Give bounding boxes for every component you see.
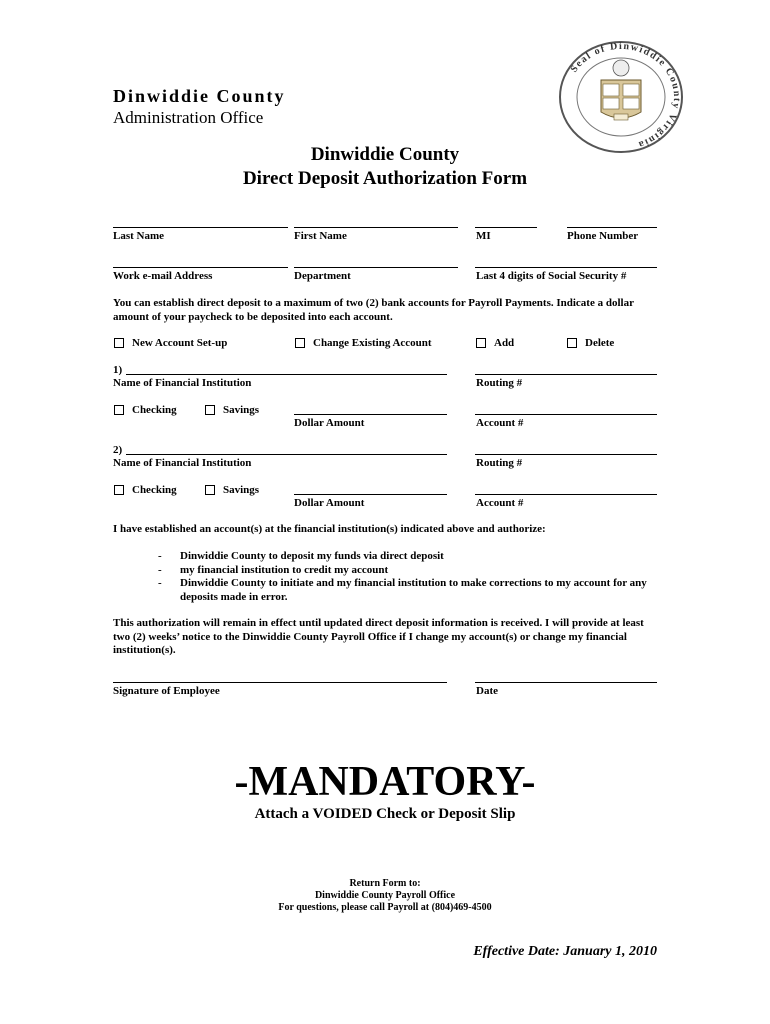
account2-dollar-line[interactable] [294,494,447,495]
last-name-line[interactable] [113,227,288,228]
list-item: - my financial institution to credit my account [158,563,389,576]
signature-label: Signature of Employee [113,685,220,697]
office-name: Administration Office [113,108,264,127]
account1-savings-checkbox[interactable] [205,404,259,416]
account1-checking-checkbox[interactable] [114,404,177,416]
account2-account-line[interactable] [475,494,657,495]
account2-checking-checkbox[interactable] [114,484,177,496]
authorization-intro: I have established an account(s) at the financial institution(s) indicated above and authorize: [113,523,546,535]
savings-label: Savings [223,404,260,416]
county-name: Dinwiddie County [113,86,286,106]
mi-line[interactable] [475,227,537,228]
signature-line[interactable] [113,682,447,683]
account2-institution-label: Name of Financial Institution [113,457,252,469]
intro-text: You can establish direct deposit to a maximum of two (2) bank accounts for Payroll Payments. Indicate a dollar amount of your paycheck to be deposited into each account. [113,297,634,323]
account1-routing-line[interactable] [475,374,657,375]
checkbox-box[interactable] [295,338,305,348]
checkbox-box[interactable] [114,485,124,495]
account2-dollar-label: Dollar Amount [294,497,365,509]
department-label: Department [294,270,351,282]
work-email-line[interactable] [113,267,288,268]
add-checkbox[interactable] [476,337,514,349]
checking-label: Checking [132,484,177,496]
mandatory-subtitle: Attach a VOIDED Check or Deposit Slip [254,806,516,822]
phone-line[interactable] [567,227,657,228]
delete-label: Delete [585,337,615,349]
county-seal [556,38,686,156]
account2-routing-line[interactable] [475,454,657,455]
mi-label: MI [476,230,491,242]
change-existing-checkbox[interactable] [295,337,432,349]
checking-label: Checking [132,404,177,416]
ssn-line[interactable] [475,267,657,268]
return-line3: For questions, please call Payroll at (804)469-4500 [278,902,492,913]
effective-date: Effective Date: January 1, 2010 [473,944,657,959]
date-line[interactable] [475,682,657,683]
new-account-checkbox[interactable] [114,337,227,349]
change-existing-label: Change Existing Account [313,337,432,349]
return-line2: Dinwiddie County Payroll Office [314,890,456,901]
mandatory-heading: -MANDATORY- [234,759,536,805]
account1-number: 1) [113,364,123,376]
first-name-line[interactable] [294,227,458,228]
checkbox-box[interactable] [114,405,124,415]
new-account-label: New Account Set-up [132,337,228,349]
form-title-line1: Dinwiddie County [310,144,460,165]
first-name-label: First Name [294,230,347,242]
seal-text: Seal of Dinwiddie County Virginia [568,40,683,151]
list-item: - Dinwiddie County to deposit my funds via direct deposit [158,550,444,562]
savings-label: Savings [223,484,260,496]
account2-savings-checkbox[interactable] [205,484,259,496]
list-item: - Dinwiddie County to initiate and my financial institution to make corrections to my account for any deposits made in error. [158,577,658,604]
account1-account-line[interactable] [475,414,657,415]
checkbox-box[interactable] [476,338,486,348]
bullet-text: Dinwiddie County to initiate and my financial institution to make corrections to my account for any deposits made in error. [180,577,647,603]
account2-routing-label: Routing # [476,457,523,469]
checkbox-box[interactable] [114,338,124,348]
account1-institution-label: Name of Financial Institution [113,377,252,389]
account1-routing-label: Routing # [476,377,523,389]
account1-dollar-label: Dollar Amount [294,417,365,429]
work-email-label: Work e-mail Address [113,270,213,282]
account1-institution-line[interactable] [126,374,447,375]
authorization-list [158,550,658,604]
bullet-text: Dinwiddie County to deposit my funds via direct deposit [180,550,444,562]
ssn-label: Last 4 digits of Social Security # [476,270,627,282]
checkbox-box[interactable] [567,338,577,348]
department-line[interactable] [294,267,458,268]
account2-institution-line[interactable] [126,454,447,455]
add-label: Add [494,337,515,349]
checkbox-box[interactable] [205,405,215,415]
account2-number: 2) [113,444,123,456]
last-name-label: Last Name [113,230,165,242]
account1-account-label: Account # [476,417,524,429]
date-label: Date [476,685,498,697]
authorization-notice: This authorization will remain in effect until updated direct deposit information is received. I will provide at least two (2) weeks’ notice to the Dinwiddie County Payroll Office if I change my account(s) or change my financial institution(s). [113,617,644,656]
return-line1: Return Form to: [349,878,421,889]
checkbox-box[interactable] [205,485,215,495]
form-title-line2: Direct Deposit Authorization Form [242,168,528,189]
account1-dollar-line[interactable] [294,414,447,415]
bullet-text: my financial institution to credit my account [180,563,389,576]
phone-label: Phone Number [567,230,639,242]
account2-account-label: Account # [476,497,524,509]
delete-checkbox[interactable] [567,337,614,349]
